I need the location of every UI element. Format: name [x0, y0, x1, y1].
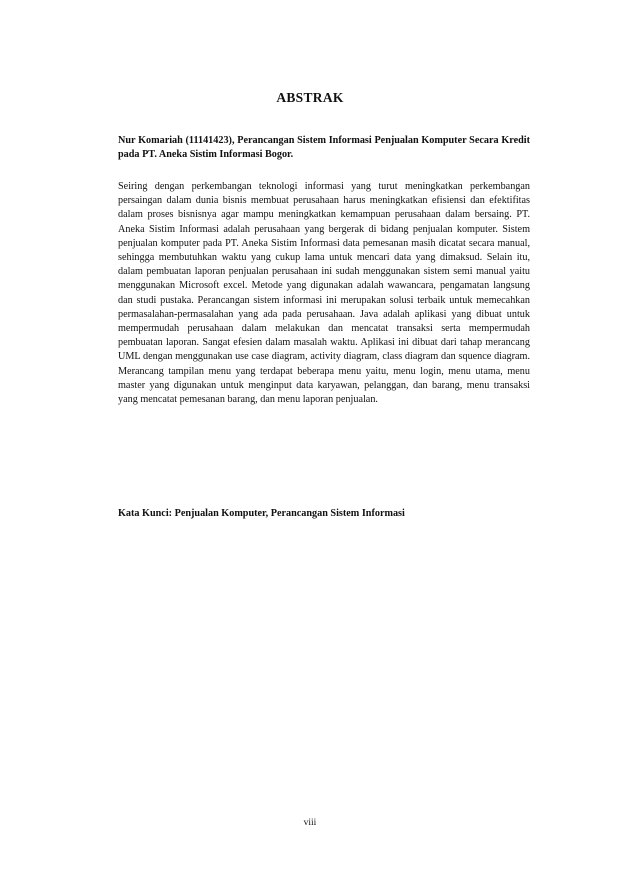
page-title: ABSTRAK — [276, 90, 344, 105]
abstract-body: Seiring dengan perkembangan teknologi informasi yang turut meningkatkan perkembangan persaingan dalam dunia bisnis membuat perusahaan harus meningkatkan efisiensi dan efektifitas dalam proses bisnisnya agar mampu meningkatkan kemampuan perusahaan dalam bersaing. PT. Aneka Sistim Informasi adalah perusahaan yang bergerak di bidang penjualan komputer. Sistem penjualan komputer pada PT. Aneka Sistim Informasi data pemesanan masih dicatat secara manual, sehingga membutuhkan waktu yang cukup lama untuk mencari data yang dimaksud. Selain itu, dalam pembuatan laporan penjualan perusahaan ini sudah menggunakan sistem semi manual yaitu menggunakan Microsoft excel. Metode yang digunakan adalah wawancara, pengamatan langsung dan studi pustaka. Perancangan sistem informasi ini merupakan solusi terbaik untuk memecahkan permasalahan-permasalahan yang ada pada perusahaan. Java adalah aplikasi yang dibuat untuk mempermudah perusahaan dalam melakukan dan mencatat transaksi serta mempermudah pembuatan laporan. Sangat efesien dalam masalah waktu. Aplikasi ini dibuat dari tahap merancang UML dengan menggunakan use case diagram, activity diagram, class diagram dan squence diagram. Merancang tampilan menu yang terdapat beberapa menu yaitu, menu login, menu utama, menu master yang digunakan untuk menginput data karyawan, pelanggan, dan barang, menu transaksi yang mencatat pemesanan barang, dan menu laporan penjualan. — [118, 181, 530, 406]
author-title-line: Nur Komariah (11141423), Perancangan Sistem Informasi Penjualan Komputer Secara Kredit pada PT. Aneka Sistim Informasi Bogor. — [118, 135, 530, 160]
page-number: viii — [303, 818, 317, 828]
keywords-line: Kata Kunci: Penjualan Komputer, Perancangan Sistem Informasi — [118, 508, 405, 519]
